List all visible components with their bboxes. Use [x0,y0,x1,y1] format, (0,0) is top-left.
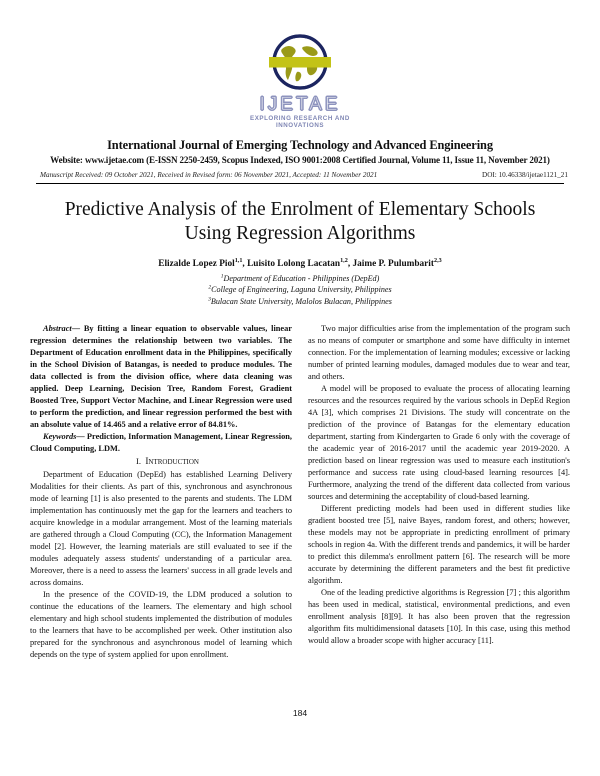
paper-title-line1: Predictive Analysis of the Enrolment of Elementary Schools [64,199,536,220]
right-column [308,323,570,661]
affiliation-marker: 3 [208,295,211,302]
keywords-paragraph [30,431,292,455]
author-entry [158,256,243,269]
author-name: Elizalde Lopez Piol [158,258,235,269]
keywords-label: Keywords— [43,432,85,442]
masthead-divider [36,183,564,184]
author-affiliation-marker: 1,2 [340,256,348,264]
logo-wordmark-text: IJETAE [259,94,341,115]
author-affiliation-marker: 2,3 [434,256,442,264]
body-columns [30,323,570,661]
affiliation-item [0,284,600,295]
abstract-paragraph [30,323,292,431]
affiliation-list [0,273,600,307]
abstract-text: By fitting a linear equation to observable values, linear regression determines the relationship between two variables. The Department of Education enrollment data in the Philippines, specifically in the School Division of Batangas, is needed to produce modules. The data collected is from the division office, where data cleaning was applied. Deep Learning, Decision Tree, Random Forest, Gradient Boosted Tree, Support Vector Machine, and Linear Regression were used to perform the prediction, and linear regression performed the best with an absolute value of 14.465 and a relative error of 84.81%. [30,324,292,430]
paper-title-line2: Using Regression Algorithms [184,222,416,244]
journal-logo [225,32,375,129]
logo-wordmark [225,95,375,114]
left-column [30,323,292,661]
author-name: Jaime P. Pulumbarit [352,258,434,269]
section-heading-introduction [30,455,292,469]
affiliation-marker: 2 [208,284,212,291]
page-number: 184 [292,708,308,718]
affiliation-text: Bulacan State University, Malolos Bulacan, Philippines [210,296,392,306]
affiliation-text: Department of Education - Philippines (DepEd) [223,273,380,283]
abstract-label: Abstract— [43,324,81,334]
affiliation-item [0,273,600,284]
page-title [44,198,556,246]
doi-text: DOI: 10.46338/ijetae1121_21 [482,171,568,179]
body-paragraph: A model will be proposed to evaluate the process of allocating learning resources and the resources required by the various schools in DepEd Region 4A [3], which comprises 21 Divisions. The study will concentrate on the prediction of the province of Batangas for the elementary education department, starting from Kindergarten to Grade 6 only with the coverage of the academic year of 2016-2017 until the academic year 2019-2020. A prediction based on linear regression was used to measure each institution's performance and success rate using cloud-based learning resources [4]. Furthermore, analyzing the trend of the different data collected from various sources and determining the acceptability of cloud-based learning. [308,384,570,502]
body-paragraph: Two major difficulties arise from the implementation of the program such as no means of computer or smartphone and some have difficulty in internet connection. For the implementation of learning modules; excessive or lacking number of printed learning modules, damaged modules due to wear and tear, and others. [308,324,570,382]
journal-subtitle: Website: www.ijetae.com (E-ISSN 2250-2459, Scopus Indexed, ISO 9001:2008 Certified Journal, Volume 11, Issue 11, November 2021) [50,155,550,165]
manuscript-dates: Manuscript Received: 09 October 2021, Received in Revised form: 06 November 2021, Accepted: 11 November 2021 [40,171,378,179]
logo-tagline: EXPLORING RESEARCH AND INNOVATIONS [250,115,350,129]
author-affiliation-marker: 1,1 [234,256,243,264]
manuscript-info [0,171,600,179]
body-paragraph: Different predicting models had been used in different studies like gradient boosted tree [5], naive Bayes, random forest, and others; however, these models may not be appropriate in predicting enrollment of primary schools in region 4a. With the different trends and pandemics, it will be harder to predict this dilemma's enrollment pattern [6]. The research will be more accurate by determining the different parameters and the best fit predictive algorithm. [308,504,570,586]
author-entry [247,256,348,269]
author-name: Luisito Lolong Lacatan [247,258,341,269]
body-paragraph: Department of Education (DepEd) has established Learning Delivery Modalities for their clients. As part of this, synchronous and asynchronous mode of learning [1] is also presented to the parents and students. The LDM implementation has continuously met the gap for the learners and teachers to acquire knowledge in a modular arrangement. Most of the learning materials are gathered through a Cloud Computing (CC), the Information Management model [2]. However, the learning materials are still evaluated to see if the modules adequately assess students' understanding of a particular area. Moreover, there is a need to assess the learners' success in all grade levels and across domains. [30,470,292,588]
masthead [0,0,600,184]
author-list: Elizalde Lopez Piol$^{1,1}$, Luisito Lolong Lacatan$^{1,2}$, Jaime P. Pulumbarit$^{2,3}$ [158,256,442,269]
section-title: Introduction [145,457,199,468]
affiliation-text: College of Engineering, Laguna University, Philippines [211,285,392,295]
affiliation-item [0,296,600,307]
keywords-text: Prediction, Information Management, Linear Regression, Cloud Computing, LDM. [30,432,292,454]
journal-title: International Journal of Emerging Technology and Advanced Engineering [107,138,493,152]
body-paragraph: In the presence of the COVID-19, the LDM produced a solution to continue the educations of the learners. The elementary and high school elementary and high school students implemented the distribution of modules to the learners that have to be accomplished per week. Other institution also prepared for the synchronous and asynchronous model of learning which depends on the type of system applied for upon enrollment. [30,590,292,660]
author-entry [352,256,442,269]
globe-svg [266,32,334,94]
globe-icon [266,32,334,94]
affiliation-marker: 1 [220,272,224,279]
body-paragraph: One of the leading predictive algorithms is Regression [7] ; this algorithm has been used in medical, statistical, environmental predictions, and even enrollment analysis [8][9]. It has also been proven that the regression algorithm fits multidimensional datasets [10]. In this case, using this method would allow a broader scope with higher accuracy [11]. [308,588,570,646]
section-number: I. [136,456,142,467]
